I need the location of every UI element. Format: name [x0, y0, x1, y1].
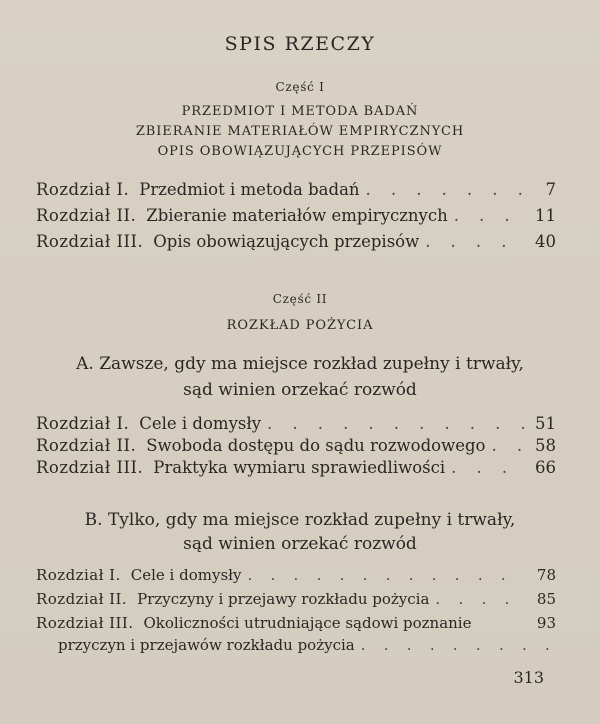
toc-entry[interactable]: [36, 414, 556, 438]
toc-page-number: 58: [535, 436, 556, 455]
dot-leader: [435, 590, 524, 608]
toc-title: Przedmiot i metoda badań: [139, 180, 360, 199]
toc-chapter: Rozdział I.: [36, 414, 130, 433]
toc-title: Praktyka wymiaru sprawiedliwości: [153, 458, 446, 477]
toc-title: Okoliczności utrudniające sądowi poznanie: [143, 614, 472, 632]
toc-title: Swoboda dostępu do sądu rozwodowego: [146, 436, 486, 455]
toc-title: Przyczyny i przejawy rozkładu pożycia: [137, 590, 430, 608]
toc-title: Opis obowiązujących przepisów: [153, 232, 420, 251]
dot-leader: [247, 566, 524, 584]
toc-entry-continuation: [58, 636, 556, 660]
toc-entry[interactable]: [36, 180, 556, 204]
toc-chapter: Rozdział II.: [36, 436, 137, 455]
toc-chapter: Rozdział III.: [36, 458, 144, 477]
toc-entry[interactable]: [36, 436, 556, 460]
toc-entry[interactable]: [36, 614, 556, 638]
toc-page-number: 11: [535, 206, 556, 225]
page-title: SPIS RZECZY: [224, 33, 376, 55]
toc-entry[interactable]: [36, 206, 556, 230]
section-a-line-2: sąd winien orzekać rozwód: [183, 380, 417, 400]
toc-chapter: Rozdział I.: [36, 566, 121, 584]
toc-entry[interactable]: [36, 590, 556, 614]
page-number: 313: [513, 668, 544, 687]
toc-title-continuation: przyczyn i przejawów rozkładu pożycia: [58, 636, 355, 654]
toc-chapter: Rozdział II.: [36, 590, 128, 608]
toc-page-number: 40: [535, 232, 556, 251]
dot-leader: [451, 458, 524, 477]
toc-page-number: 66: [535, 458, 556, 477]
part-1-heading-line-1: PRZEDMIOT I METODA BADAŃ: [181, 104, 419, 119]
toc-chapter: Rozdział III.: [36, 614, 134, 632]
section-b-line-2: sąd winien orzekać rozwód: [183, 534, 417, 554]
dot-leader: [454, 206, 524, 225]
part-1-label: Część I: [275, 80, 325, 94]
part-1-heading-line-3: OPIS OBOWIĄZUJĄCYCH PRZEPISÓW: [157, 144, 443, 159]
toc-title: Zbieranie materiałów empirycznych: [146, 206, 448, 225]
toc-entry[interactable]: [36, 566, 556, 590]
section-a-line-1: A. Zawsze, gdy ma miejsce rozkład zupełny i trwały,: [76, 354, 524, 374]
toc-page-number: 85: [536, 590, 556, 608]
toc-page-number: 7: [545, 180, 556, 199]
toc-page-number: 51: [535, 414, 556, 433]
dot-leader: [366, 180, 524, 199]
dot-leader: [361, 636, 550, 654]
dot-leader: [491, 436, 524, 455]
toc-page-number: 78: [536, 566, 556, 584]
toc-page-number: 93: [536, 614, 556, 632]
part-2-label: Część II: [272, 292, 328, 306]
toc-title: Cele i domysły: [139, 414, 262, 433]
toc-entry[interactable]: [36, 232, 556, 256]
dot-leader: [425, 232, 524, 251]
dot-leader: [267, 414, 524, 433]
part-2-heading: ROZKŁAD POŻYCIA: [226, 318, 374, 333]
toc-title: Cele i domysły: [130, 566, 242, 584]
toc-chapter: Rozdział II.: [36, 206, 137, 225]
part-1-heading-line-2: ZBIERANIE MATERIAŁÓW EMPIRYCZNYCH: [135, 124, 465, 139]
toc-chapter: Rozdział I.: [36, 180, 130, 199]
toc-entry[interactable]: [36, 458, 556, 482]
toc-chapter: Rozdział III.: [36, 232, 144, 251]
section-b-line-1: B. Tylko, gdy ma miejsce rozkład zupełny i trwały,: [84, 510, 516, 530]
